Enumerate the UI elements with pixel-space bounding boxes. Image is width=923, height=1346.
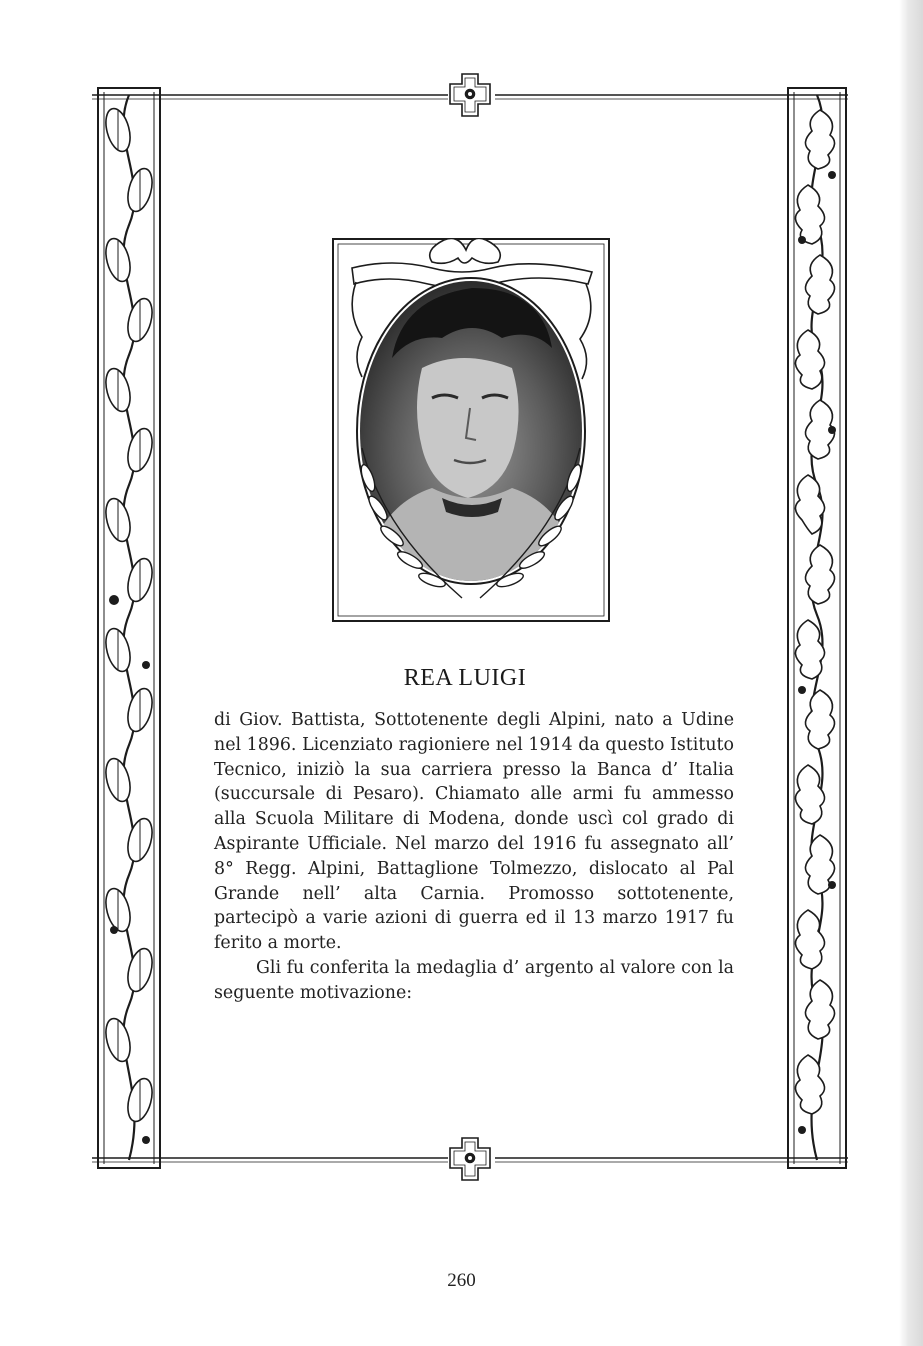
biography-paragraph: di Giov. Battista, Sottotenente degli Alpini, nato a Udine nel 1896. Licenziato ragioniere nel 1914 da questo Istituto Tecnico, iniziò la sua carriera presso la Banca d’ Italia (succursale di Pesaro). Chiamato alle armi fu ammesso alla Scuola Militare di Modena, donde uscì col grado di Aspirante Ufficiale. Nel marzo del 1916 fu assegnato all’ 8° Regg. Alpini, Battaglione Tolmezzo, dislocato al Pal Grande nell’ alta Carnia. Promosso sottotenente, partecipò a varie azioni di guerra ed il 13 marzo 1917 fu ferito a morte.	[214, 710, 734, 954]
top-cross-ornament-icon	[450, 74, 490, 116]
person-name-heading: REA LUIGI	[403, 665, 527, 691]
bottom-cross-ornament-icon	[450, 1138, 490, 1180]
left-vine-border	[98, 88, 160, 1168]
medal-paragraph: Gli fu conferita la medaglia d’ argento al valore con la seguente motivazione:	[214, 957, 734, 1003]
page-number: 260	[447, 1270, 476, 1291]
biography-text	[214, 708, 734, 1006]
portrait-oval-photo	[332, 238, 610, 622]
right-vine-border	[788, 88, 846, 1168]
